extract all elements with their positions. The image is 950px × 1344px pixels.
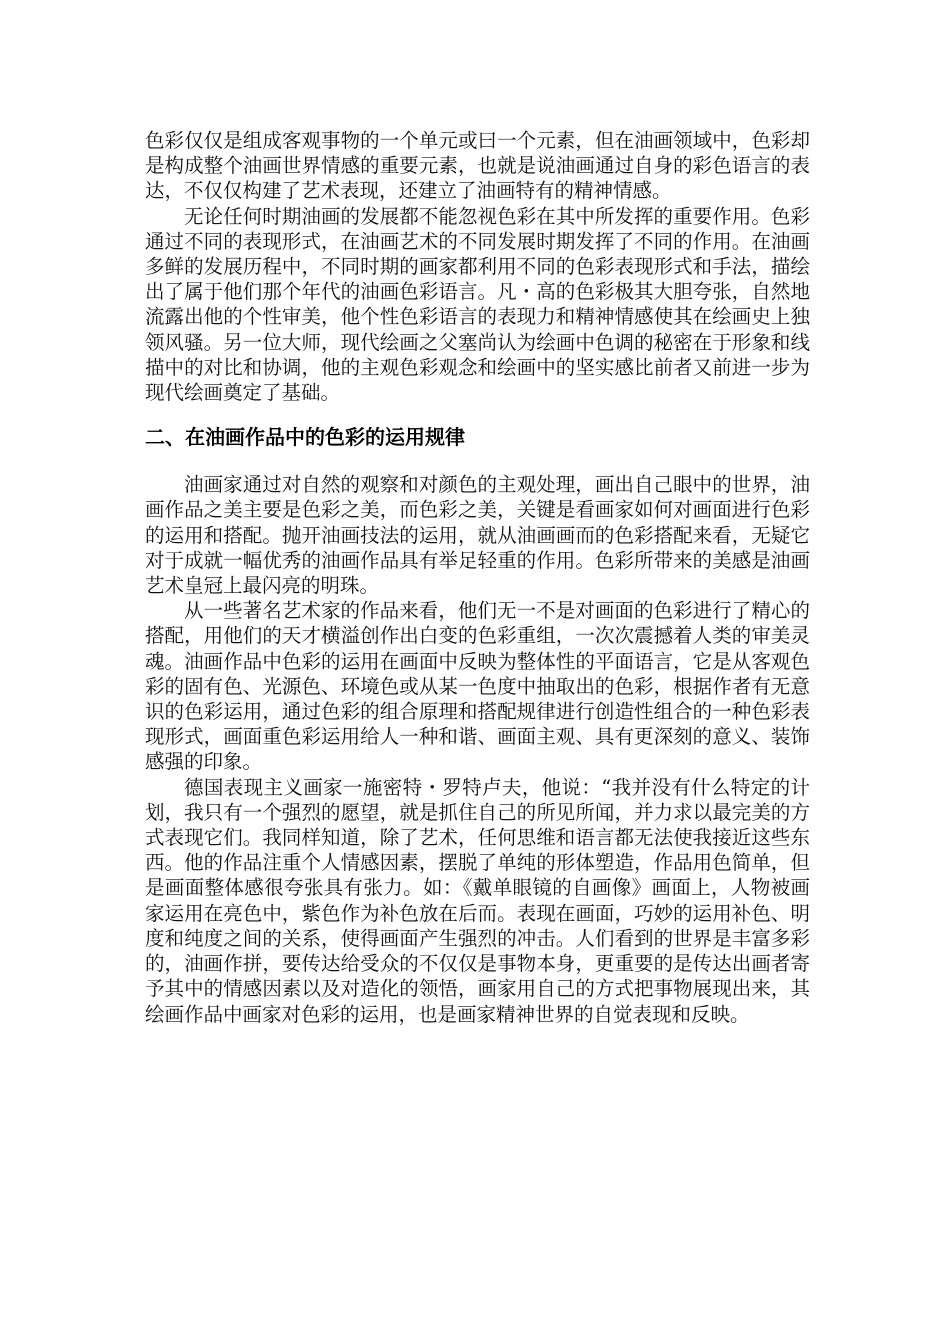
document-body	[145, 128, 810, 1027]
paragraph-expressionist: 德国表现主义画家一施密特・罗特卢夫，他说：“我并没有什么特定的计划，我只有一个强烈的愿望，就是抓住自己的所见所闻，并力求以最完美的方式表现它们。我同样知道，除了艺术，任何思维和语言都无法使我接近这些东西。他的作品注重个人情感因素，摆脱了单纯的形体塑造，作品用色简单，但是画面整体感很夸张具有张力。如：《戴单眼镜的自画像》画面上，人物被画家运用在亮色中，紫色作为补色放在后而。表现在画面，巧妙的运用补色、明度和纯度之间的关系，使得画面产生强烈的冲击。人们看到的世界是丰富多彩的，油画作拼，要传达给受众的不仅仅是事物本身，更重要的是传达出画者寄予其中的情感因素以及对造化的领悟，画家用自己的方式把事物展现出来，其绘画作品中画家对色彩的运用，也是画家精神世界的自觉表现和反映。	[145, 775, 810, 1026]
paragraph-continued: 色彩仅仅是组成客观事物的一个单元或曰一个元素，但在油画领域中，色彩却是构成整个油画世界情感的重要元素，也就是说油画通过自身的彩色语言的表达，不仅仅构建了艺术表现，还建立了油画特有的精神情感。	[145, 129, 810, 203]
section-heading: 二、在油画作品中的色彩的运用规律	[145, 425, 465, 450]
paragraph-painter-observation: 油画家通过对自然的观察和对颜色的主观处理，画出自己眼中的世界，油画作品之美主要是色彩之美，而色彩之美，关键是看画家如何对画面进行色彩的运用和搭配。抛开油画技法的运用，就从油画画而的色彩搭配来看，无疑它对于成就一幅优秀的油画作品具有举足轻重的作用。色彩所带来的美感是油画艺术皇冠上最闪亮的明珠。	[145, 473, 810, 598]
paragraph-color-history: 无论任何时期油画的发展都不能忽视色彩在其中所发挥的重要作用。色彩通过不同的表现形式，在油画艺术的不同发展时期发挥了不同的作用。在油画多鲜的发展历程中，不同时期的画家都利用不同的色彩表现形式和手法，描绘出了属于他们那个年代的油画色彩语言。凡・高的色彩极其大胆夸张，自然地流露出他的个性审美，他个性色彩语言的表现力和精神情感使其在绘画史上独领风骚。另一位大师，现代绘画之父塞尚认为绘画中色调的秘密在于形象和线描中的对比和协调，他的主观色彩观念和绘画中的坚实感比前者又前进一步为现代绘画奠定了基础。	[145, 204, 810, 405]
paragraph-famous-artists: 从一些著名艺术家的作品来看，他们无一不是对画面的色彩进行了精心的搭配，用他们的天才横溢创作出白变的色彩重组，一次次震撼着人类的审美灵魂。油画作品中色彩的运用在画面中反映为整体性的平面语言，它是从客观色彩的固有色、光源色、环境色或从某一色度中抽取出的色彩，根据作者有无意识的色彩运用，通过色彩的组合原理和搭配规律进行创造性组合的一种色彩表现形式，画面重色彩运用给人一种和谐、画面主观、具有更深刻的意义、装饰感强的印象。	[145, 599, 810, 774]
